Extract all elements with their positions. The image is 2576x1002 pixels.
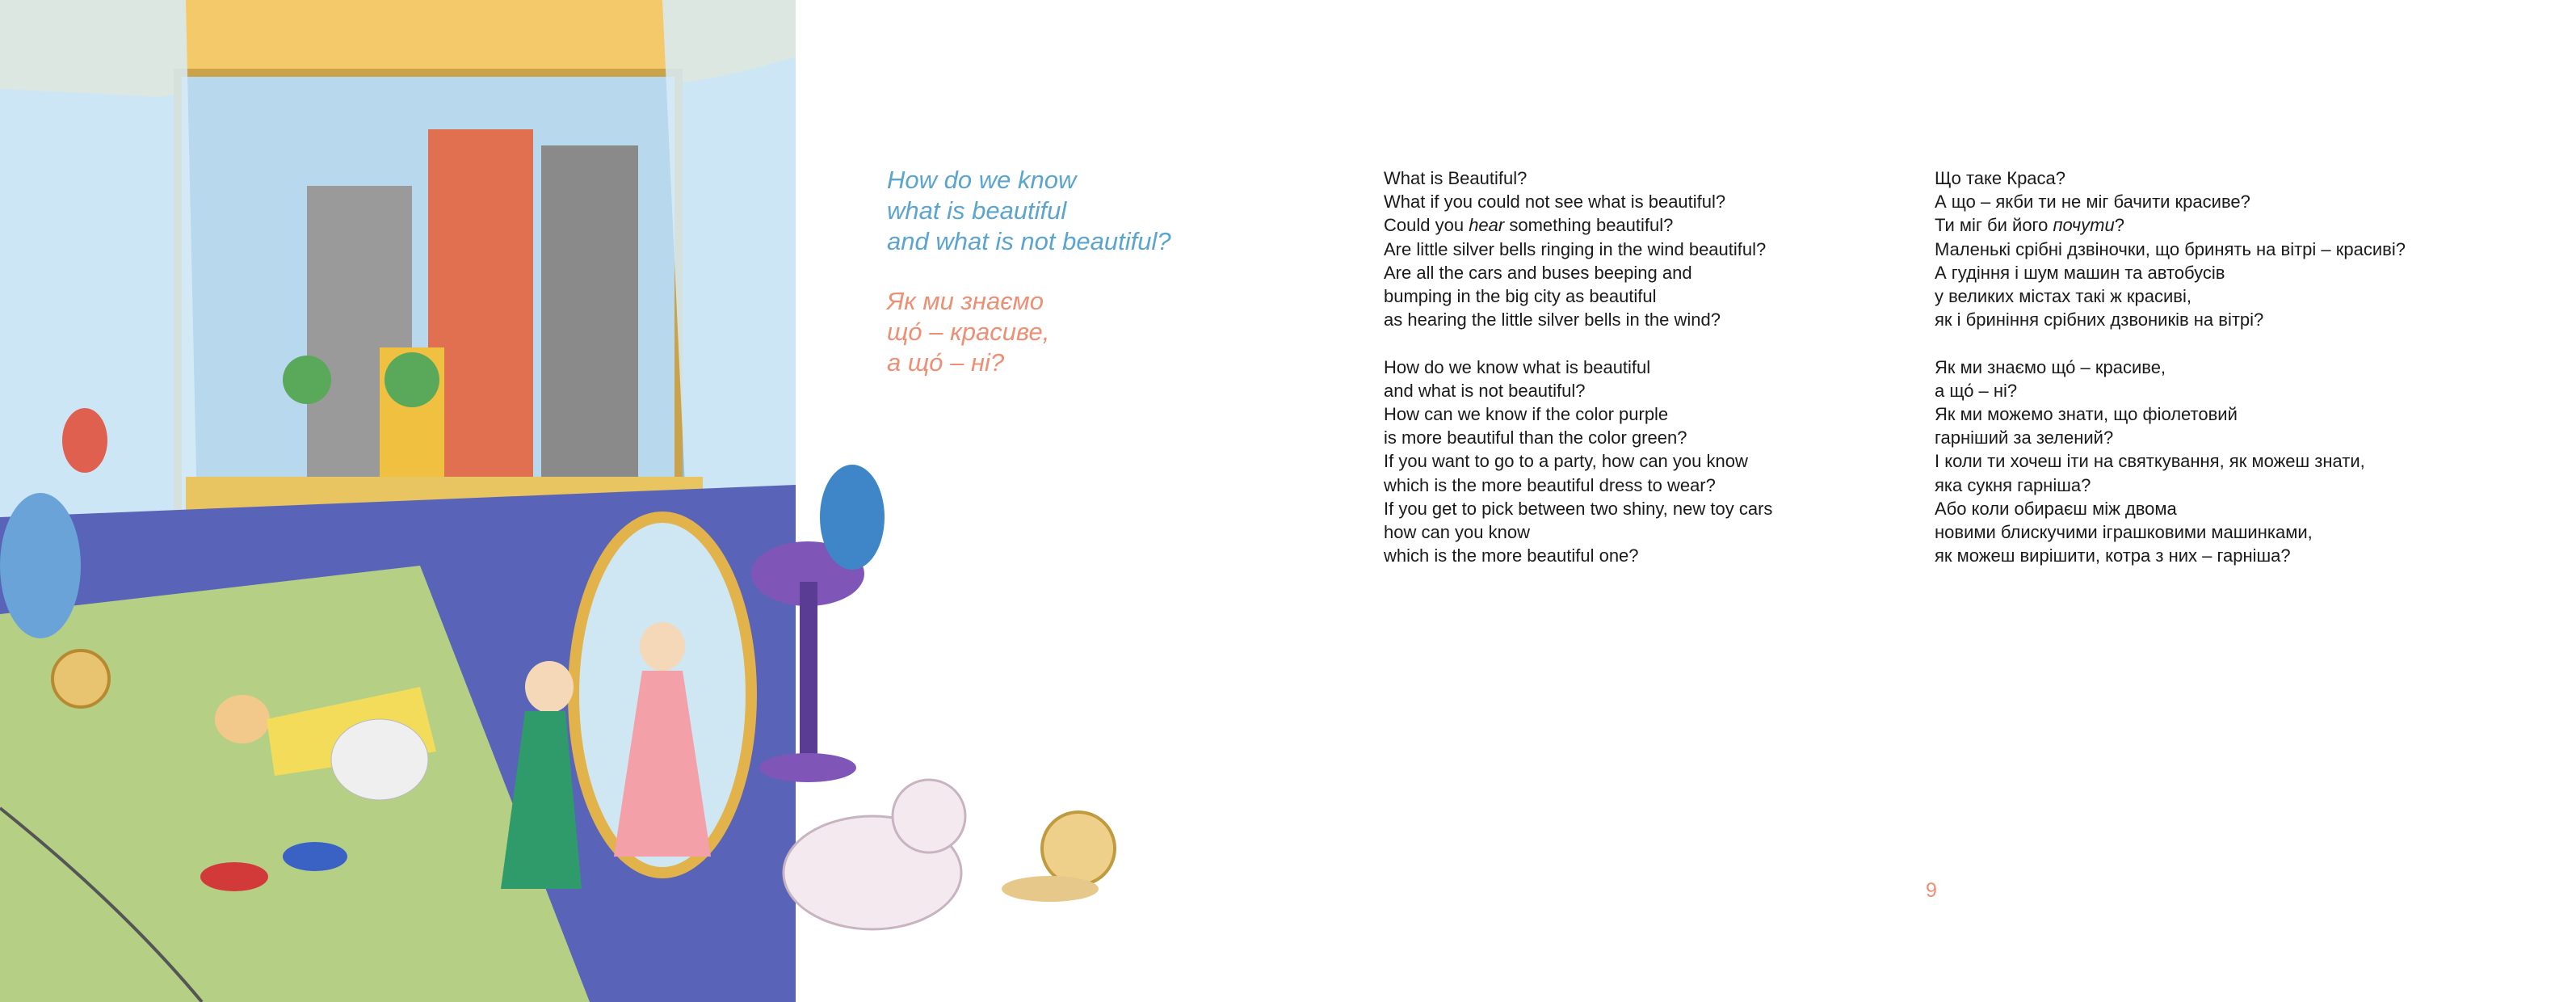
text-line (1935, 449, 2549, 473)
text-line (1384, 261, 1933, 284)
text-segment: новими блискучими іграшковими машинками, (1935, 522, 2313, 543)
heading-line: and what is not beautiful? (887, 227, 1171, 255)
text-line (1935, 356, 2549, 379)
text-segment: Маленькі срібні дзвіночки, що бринять на вітрі – красиві? (1935, 238, 2406, 259)
text-segment: If you get to pick between two shiny, new toy cars (1384, 498, 1773, 519)
heading-line: How do we know (887, 166, 1077, 194)
text-line (1384, 449, 1933, 473)
text-segment: ? (2114, 215, 2124, 236)
watercolor-illustration (0, 0, 1147, 1002)
text-segment: What if you could not see what is beautiful? (1384, 192, 1726, 213)
text-line (1384, 402, 1933, 426)
snail-right (1042, 812, 1115, 885)
text-line (1384, 474, 1933, 497)
text-line (1935, 402, 2549, 426)
text-segment: Could you (1384, 215, 1469, 236)
snail (53, 650, 109, 707)
text-segment: is more beautiful than the color green? (1384, 427, 1687, 448)
text-segment: як можеш вирішити, котра з них – гарніша? (1935, 545, 2291, 566)
text-line (1935, 284, 2549, 308)
text-line (1384, 166, 1933, 190)
text-line (1935, 497, 2549, 520)
text-segment: а що́ – ні? (1935, 380, 2018, 401)
boy-head (215, 695, 270, 743)
text-line (1384, 520, 1933, 544)
chair (0, 493, 81, 638)
dog (331, 719, 428, 800)
text-segment: яка сукня гарніша? (1935, 474, 2091, 495)
text-segment: Are little silver bells ringing in the wind beautiful? (1384, 238, 1767, 259)
text-line (1935, 308, 2549, 331)
text-line (1384, 497, 1933, 520)
emphasized-word: hear (1469, 215, 1505, 236)
text-segment: bumping in the big city as beautiful (1384, 286, 1657, 307)
illustration-svg (0, 0, 1147, 1002)
text-line (1935, 238, 2549, 261)
text-segment: Are all the cars and buses beeping and (1384, 262, 1692, 283)
text-segment: А що – якби ти не міг бачити красиве? (1935, 192, 2250, 213)
vase-red (62, 408, 107, 473)
text-line (1384, 379, 1933, 402)
toy-car-red (200, 862, 268, 891)
text-segment: Або коли обираєш між двома (1935, 498, 2177, 519)
text-line (1935, 190, 2549, 213)
ukrainian-text-column (1935, 166, 2549, 567)
text-segment: If you want to go to a party, how can you know (1384, 451, 1748, 472)
text-line (1384, 238, 1933, 261)
text-segment: how can you know (1384, 522, 1530, 543)
text-line (1384, 284, 1933, 308)
text-line (1384, 426, 1933, 449)
snail-body (1002, 876, 1099, 902)
text-line (1935, 261, 2549, 284)
text-line (1935, 474, 2549, 497)
text-line (1935, 426, 2549, 449)
heading-line: а що́ – ні? (887, 348, 1005, 377)
heading-line: що́ – красиве, (887, 318, 1050, 346)
tree (385, 352, 439, 407)
toy-car-blue (283, 842, 347, 871)
lamp-base (759, 753, 856, 782)
page-number: 9 (1926, 879, 1937, 902)
emphasized-word: почути (2053, 215, 2115, 236)
english-text-column (1384, 166, 1933, 567)
text-line (1384, 544, 1933, 567)
page-heading (887, 165, 1171, 378)
text-segment: something beautiful? (1504, 215, 1674, 236)
text-segment: А гудіння і шум машин та автобусів (1935, 262, 2225, 283)
text-segment: which is the more beautiful one? (1384, 545, 1639, 566)
text-line (1384, 308, 1933, 331)
text-line (1935, 166, 2549, 190)
reflection-head (640, 622, 685, 671)
heading-english (887, 165, 1171, 257)
text-segment: as hearing the little silver bells in the wind? (1384, 309, 1721, 330)
text-line (1384, 190, 1933, 213)
text-segment: and what is not beautiful? (1384, 380, 1586, 401)
text-line (1935, 331, 2549, 355)
text-segment: How do we know what is beautiful (1384, 356, 1651, 377)
text-segment: Як ми знаємо що́ – красиве, (1935, 356, 2166, 377)
heading-line: what is beautiful (887, 196, 1067, 225)
dog-head (893, 780, 965, 853)
text-line (1935, 379, 2549, 402)
lamp-stand (800, 582, 817, 760)
tree (283, 356, 331, 404)
text-line (1384, 213, 1933, 237)
text-segment: What is Beautiful? (1384, 168, 1528, 188)
text-segment: Що таке Краса? (1935, 168, 2066, 188)
heading-ukrainian (887, 286, 1171, 378)
heading-line: Як ми знаємо (887, 287, 1044, 315)
text-segment: which is the more beautiful dress to wear? (1384, 474, 1716, 495)
text-segment: How can we know if the color purple (1384, 404, 1669, 425)
vase-blue (820, 465, 885, 570)
text-line (1935, 213, 2549, 237)
text-line (1384, 331, 1933, 355)
text-line (1935, 544, 2549, 567)
girl-head (525, 661, 574, 713)
text-segment: у великих містах такі ж красиві, (1935, 286, 2191, 307)
building-gray-2 (541, 145, 638, 493)
text-segment: гарніший за зелений? (1935, 427, 2114, 448)
text-segment: як і бриніння срібних дзвоників на вітрі? (1935, 309, 2264, 330)
text-segment: І коли ти хочеш іти на святкування, як можеш знати, (1935, 451, 2365, 472)
text-segment: Як ми можемо знати, що фіолетовий (1935, 404, 2238, 425)
text-segment: Ти міг би його (1935, 215, 2053, 236)
text-line (1935, 520, 2549, 544)
text-line (1384, 356, 1933, 379)
